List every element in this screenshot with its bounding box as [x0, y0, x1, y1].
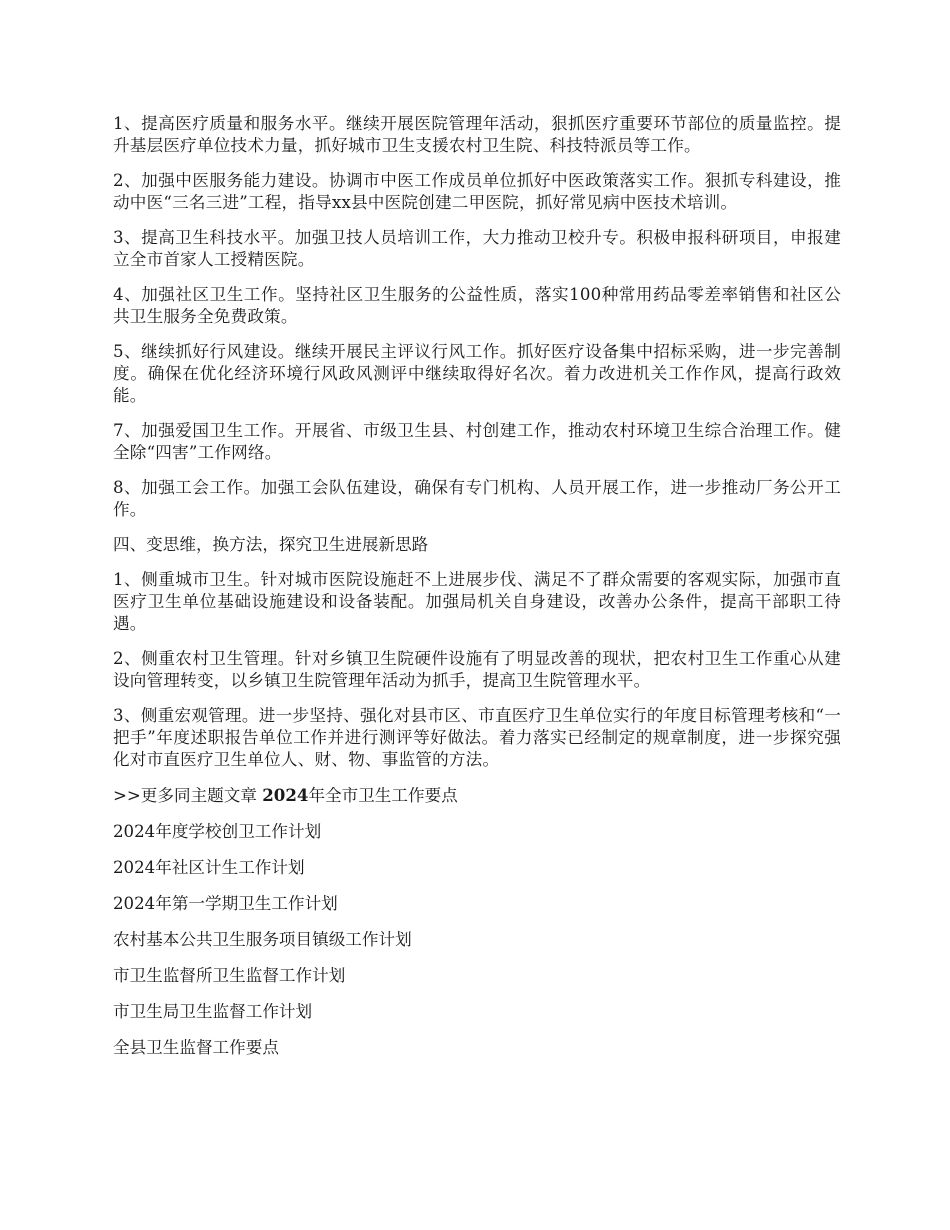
related-link[interactable]: 2024年第一学期卫生工作计划 [113, 894, 338, 913]
more-title[interactable]: 年全市卫生工作要点 [308, 786, 458, 805]
paragraph-2: 2、加强中医服务能力建设。协调市中医工作成员单位抓好中医政策落实工作。狠抓专科建设，推动中医“三名三进”工程，指导xx县中医院创建二甲医院，抓好常见病中医技术培训。 [113, 171, 841, 212]
more-year: 2024 [262, 785, 309, 805]
section-paragraph-1: 1、侧重城市卫生。针对城市医院设施赶不上进展步伐、满足不了群众需要的客观实际，加强市直医疗卫生单位基础设施建设和设备装配。加强局机关自身建设，改善办公条件，提高干部职工待遇。 [113, 570, 841, 633]
section-paragraph-2: 2、侧重农村卫生管理。针对乡镇卫生院硬件设施有了明显改善的现状，把农村卫生工作重心从建设向管理转变，以乡镇卫生院管理年活动为抓手，提高卫生院管理水平。 [113, 649, 841, 690]
paragraph-7: 7、加强爱国卫生工作。开展省、市级卫生县、村创建工作，推动农村环境卫生综合治理工作。健全除“四害”工作网络。 [113, 421, 841, 462]
document-page [113, 113, 841, 1073]
related-link[interactable]: 2024年度学校创卫工作计划 [113, 822, 322, 841]
related-links-list [113, 821, 841, 1059]
paragraph-4: 4、加强社区卫生工作。坚持社区卫生服务的公益性质，落实100种常用药品零差率销售和社区公共卫生服务全免费政策。 [113, 285, 841, 326]
paragraph-1: 1、提高医疗质量和服务水平。继续开展医院管理年活动，狠抓医疗重要环节部位的质量监控。提升基层医疗单位技术力量，抓好城市卫生支援农村卫生院、科技特派员等工作。 [113, 114, 841, 155]
related-link[interactable]: 2024年社区计生工作计划 [113, 858, 305, 877]
paragraph-3: 3、提高卫生科技水平。加强卫技人员培训工作，大力推动卫校升专。积极申报科研项目，申报建立全市首家人工授精医院。 [113, 228, 841, 269]
related-link[interactable]: 市卫生局卫生监督工作计划 [113, 1002, 313, 1021]
more-articles-line[interactable] [113, 784, 841, 807]
related-link[interactable]: 全县卫生监督工作要点 [113, 1038, 279, 1057]
more-prefix: >>更多同主题文章 [113, 786, 257, 805]
paragraph-8: 8、加强工会工作。加强工会队伍建设，确保有专门机构、人员开展工作，进一步推动厂务公开工作。 [113, 478, 841, 519]
section-heading: 四、变思维，换方法，探究卫生进展新思路 [113, 535, 429, 554]
related-link[interactable]: 市卫生监督所卫生监督工作计划 [113, 966, 346, 985]
section-paragraph-3: 3、侧重宏观管理。进一步坚持、强化对县市区、市直医疗卫生单位实行的年度目标管理考核和“一把手”年度述职报告单位工作并进行测评等好做法。着力落实已经制定的规章制度，进一步探究强化对市直医疗卫生单位人、财、物、事监管的方法。 [113, 706, 841, 769]
paragraph-5: 5、继续抓好行风建设。继续开展民主评议行风工作。抓好医疗设备集中招标采购，进一步完善制度。确保在优化经济环境行风政风测评中继续取得好名次。着力改进机关工作作风，提高行政效能。 [113, 342, 841, 405]
related-link[interactable]: 农村基本公共卫生服务项目镇级工作计划 [113, 930, 412, 949]
